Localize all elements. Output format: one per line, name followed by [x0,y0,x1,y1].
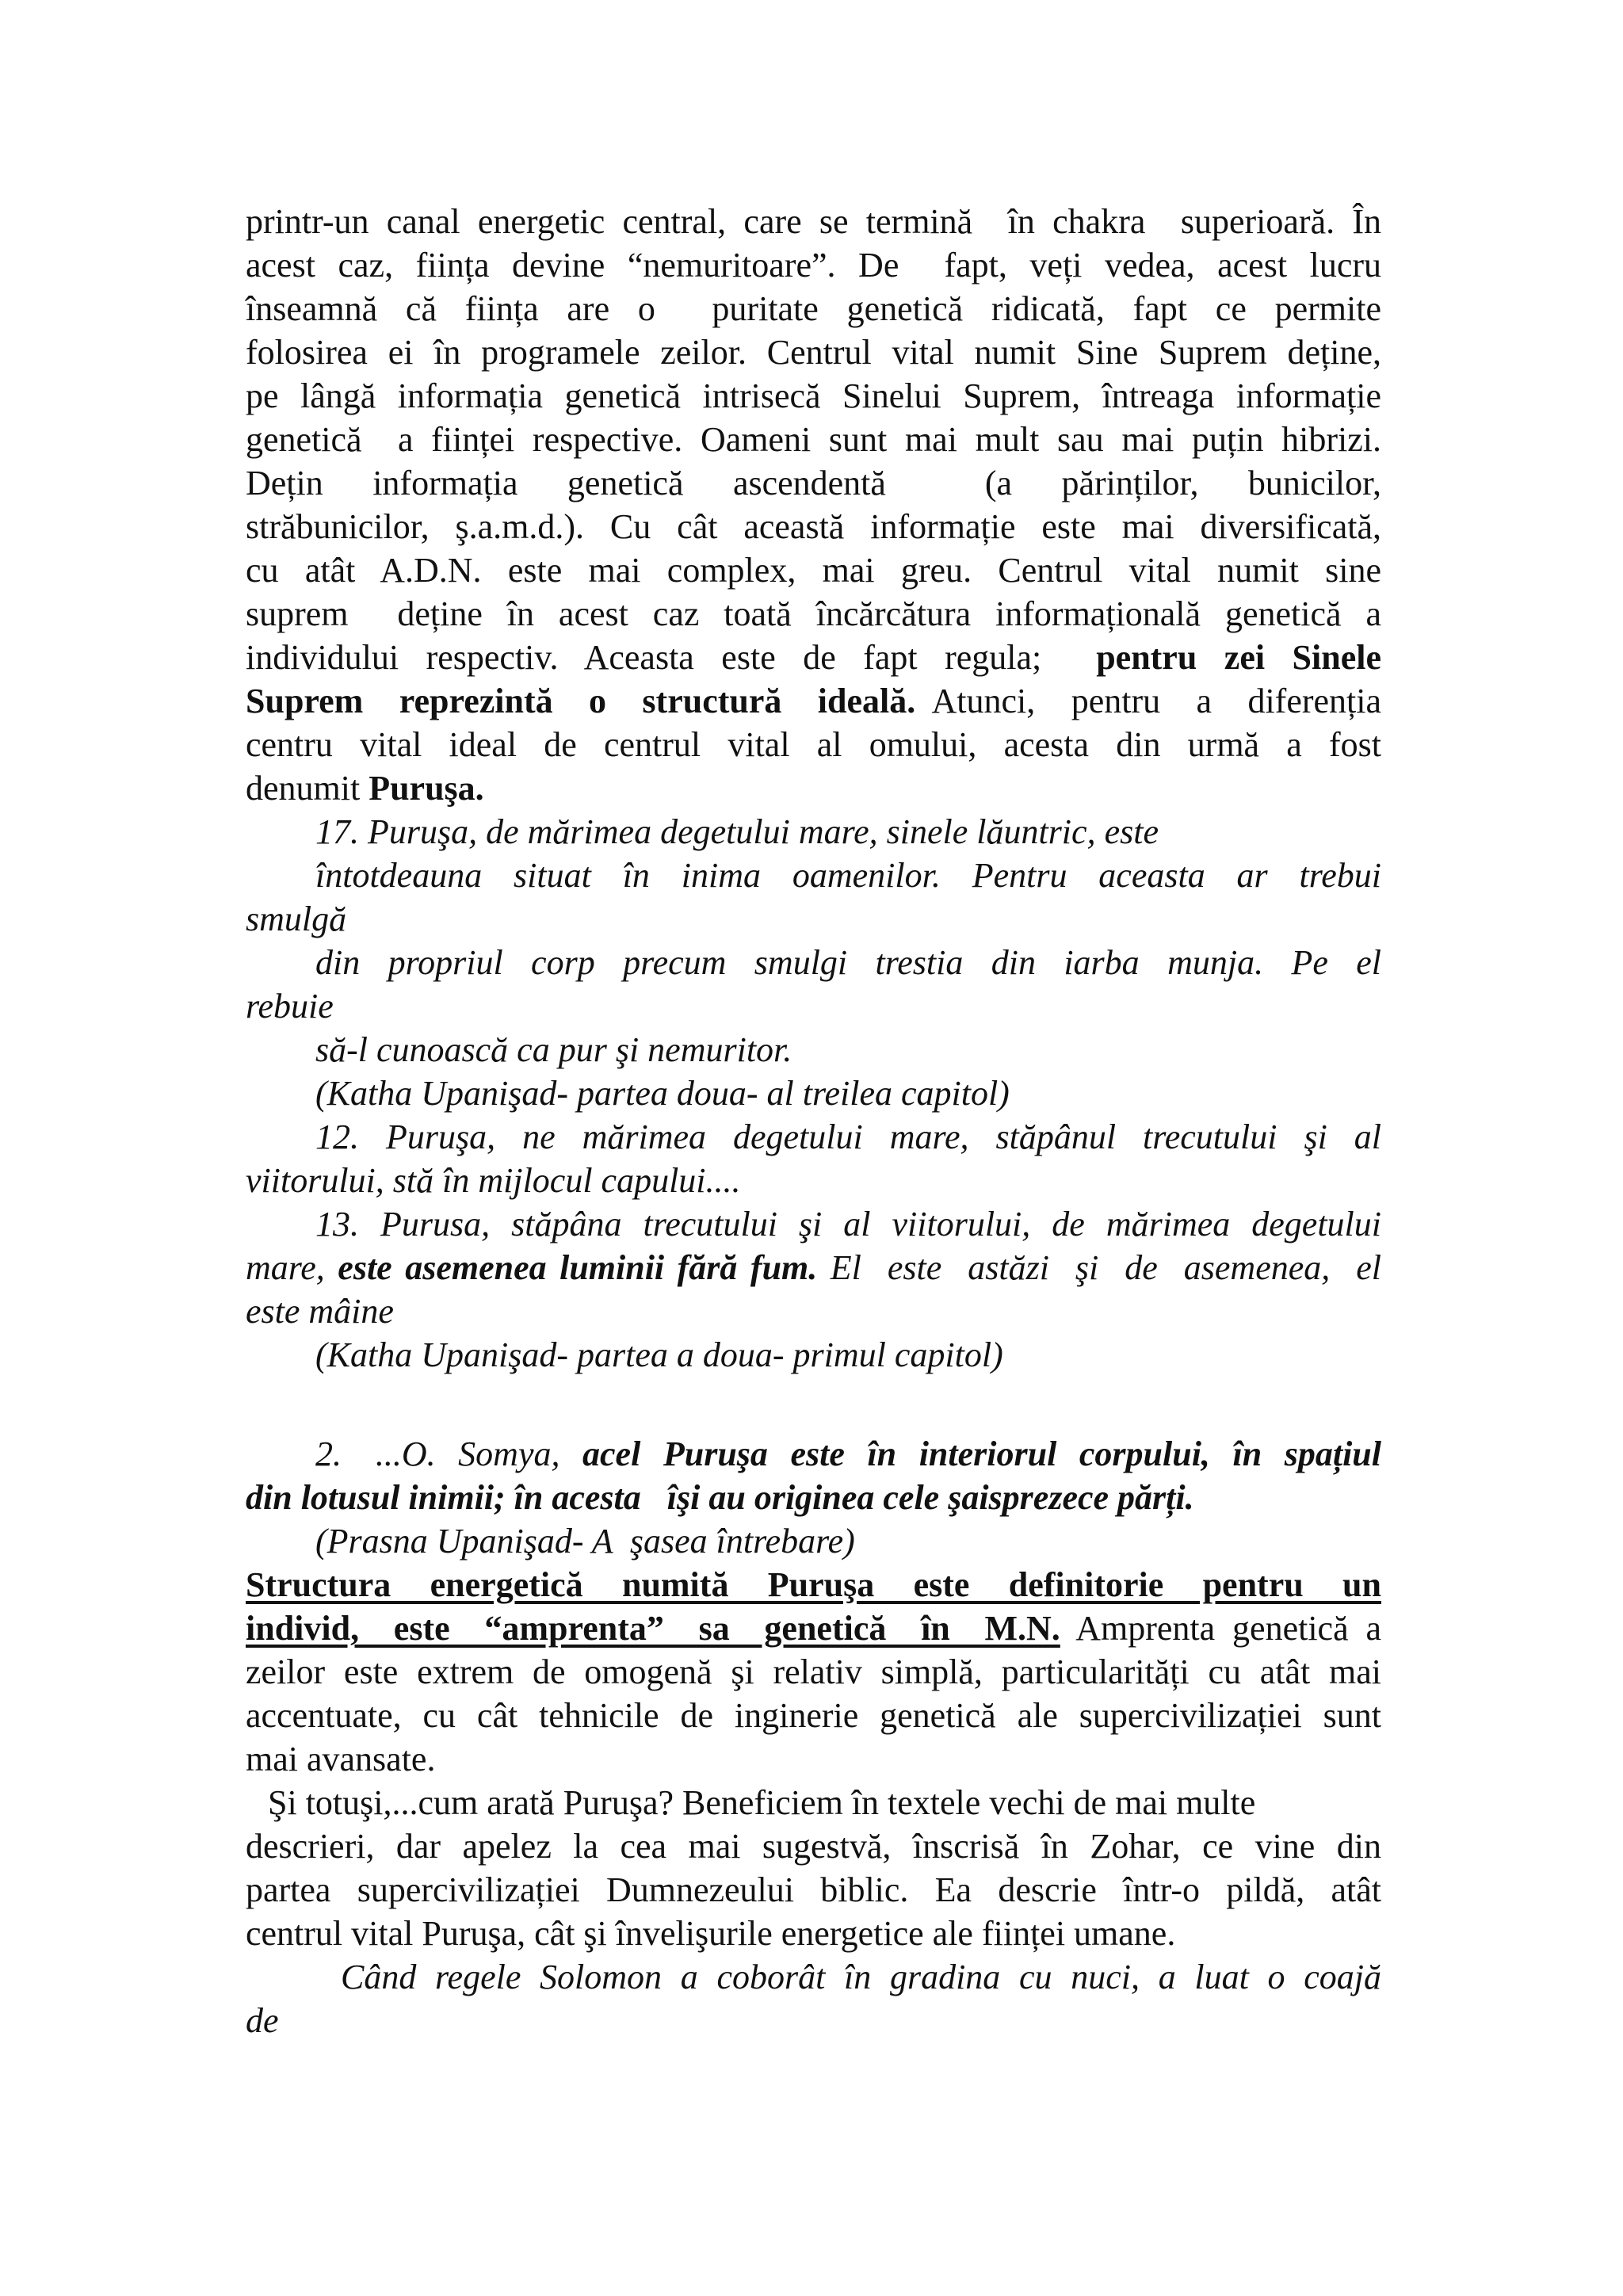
plain-text: denumit [246,769,369,808]
plain-text: El este astăzi şi de asemenea, el [817,1248,1382,1287]
quote-line: 13. Purusa, stăpâna trecutului şi al viitorului, de mărimea degetului [315,1205,1381,1244]
paragraph-line: cu atât A.D.N. este mai complex, mai greu. Centrul vital numit sine [246,551,1381,590]
paragraph-line [246,766,1381,811]
plain-text: Amprenta genetică a [1060,1609,1381,1648]
plain-text: individului respectiv. Aceasta este de fapt regula; [246,638,1097,677]
paragraph-line: descrieri, dar apelez la cea mai sugestvă, înscrisă în Zohar, ce vine din [246,1827,1381,1866]
bold-text: pentru zei Sinele [1096,638,1381,677]
paragraph-line: printr-un canal energetic central, care se termină în chakra superioară. În [246,202,1381,241]
quote-source: (Katha Upanişad- partea a doua- primul capitol) [315,1335,1003,1374]
paragraph-line: acest caz, ființa devine “nemuritoare”. De fapt, veți vedea, acest lucru [246,246,1381,285]
quote-line: din lotusul inimii; în acesta îşi au originea cele şaisprezece părți. [246,1478,1194,1517]
quote-line: să-l cunoască ca pur şi nemuritor. [315,1030,792,1069]
paragraph-line: zeilor este extrem de omogenă şi relativ simplă, particularități cu atât mai [246,1652,1381,1691]
paragraph-line [246,1606,1381,1651]
quote-line: smulgă [246,900,347,938]
paragraph-line: suprem deține în acest caz toată încărcătura informațională genetică a [246,594,1381,633]
paragraph-line: genetică a ființei respective. Oameni sunt mai mult sau mai puțin hibrizi. [246,420,1381,459]
plain-text: Atunci, pentru a diferenția [915,682,1382,720]
paragraph-line [246,679,1381,724]
bold-text: Puruşa. [369,769,484,808]
paragraph-line: Dețin informația genetică ascendentă (a părinților, bunicilor, [246,464,1381,502]
quote-line: rebuie [246,987,334,1026]
plain-text: mare, [246,1248,338,1287]
bold-text: este asemenea luminii fără fum. [338,1248,818,1287]
paragraph-line: accentuate, cu cât tehnicile de inginerie genetică ale supercivilizației sunt [246,1696,1381,1735]
paragraph-line: Şi totuşi,...cum arată Puruşa? Beneficiem în textele vechi de mai multe [268,1783,1256,1822]
emphasized-text: individ, este “amprenta” sa genetică în M.N. [246,1609,1060,1648]
quote-line: 12. Puruşa, ne mărimea degetului mare, stăpânul trecutului şi al [315,1117,1381,1156]
paragraph-line: folosirea ei în programele zeilor. Centrul vital numit Sine Suprem deține, [246,333,1381,372]
quote-line: Când regele Solomon a coborât în gradina cu nuci, a luat o coajă [341,1958,1381,1996]
quote-line [315,1432,1381,1477]
quote-line: viitorului, stă în mijlocul capului.... [246,1161,741,1200]
bold-text: acel Puruşa este în interiorul corpului, în spațiul [582,1435,1381,1473]
paragraph-line: pe lângă informația genetică intrisecă Sinelui Suprem, întreaga informație [246,376,1381,415]
bold-text: Suprem reprezintă o structură ideală. [246,682,916,720]
quote-line: este mâine [246,1292,394,1331]
quote-source: (Prasna Upanişad- A şasea întrebare) [315,1522,855,1561]
paragraph-line: înseamnă că ființa are o puritate genetică ridicată, fapt ce permite [246,289,1381,328]
quote-line: din propriul corp precum smulgi trestia din iarba munja. Pe el [315,943,1381,982]
paragraph-line: centru vital ideal de centrul vital al omului, acesta din urmă a fost [246,725,1381,764]
plain-text: 2. ...O. Somya, [315,1435,583,1473]
paragraph-line: partea supercivilizației Dumnezeului biblic. Ea descrie într-o pildă, atât [246,1870,1381,1909]
paragraph-line [246,636,1381,680]
paragraph-line: străbunicilor, ş.a.m.d.). Cu cât această informație este mai diversificată, [246,507,1381,546]
emphasized-line: Structura energetică numită Puruşa este definitorie pentru un [246,1565,1381,1604]
quote-source: (Katha Upanişad- partea doua- al treilea capitol) [315,1074,1010,1113]
quote-line: de [246,2001,279,2040]
quote-line: întotdeauna situat în inima oamenilor. Pentru aceasta ar trebui [315,856,1381,895]
paragraph-line: centrul vital Puruşa, cât şi învelişurile energetice ale ființei umane. [246,1914,1176,1953]
quote-line [246,1246,1381,1290]
quote-line: 17. Puruşa, de mărimea degetului mare, sinele lăuntric, este [315,812,1159,851]
paragraph-line: mai avansate. [246,1740,436,1778]
